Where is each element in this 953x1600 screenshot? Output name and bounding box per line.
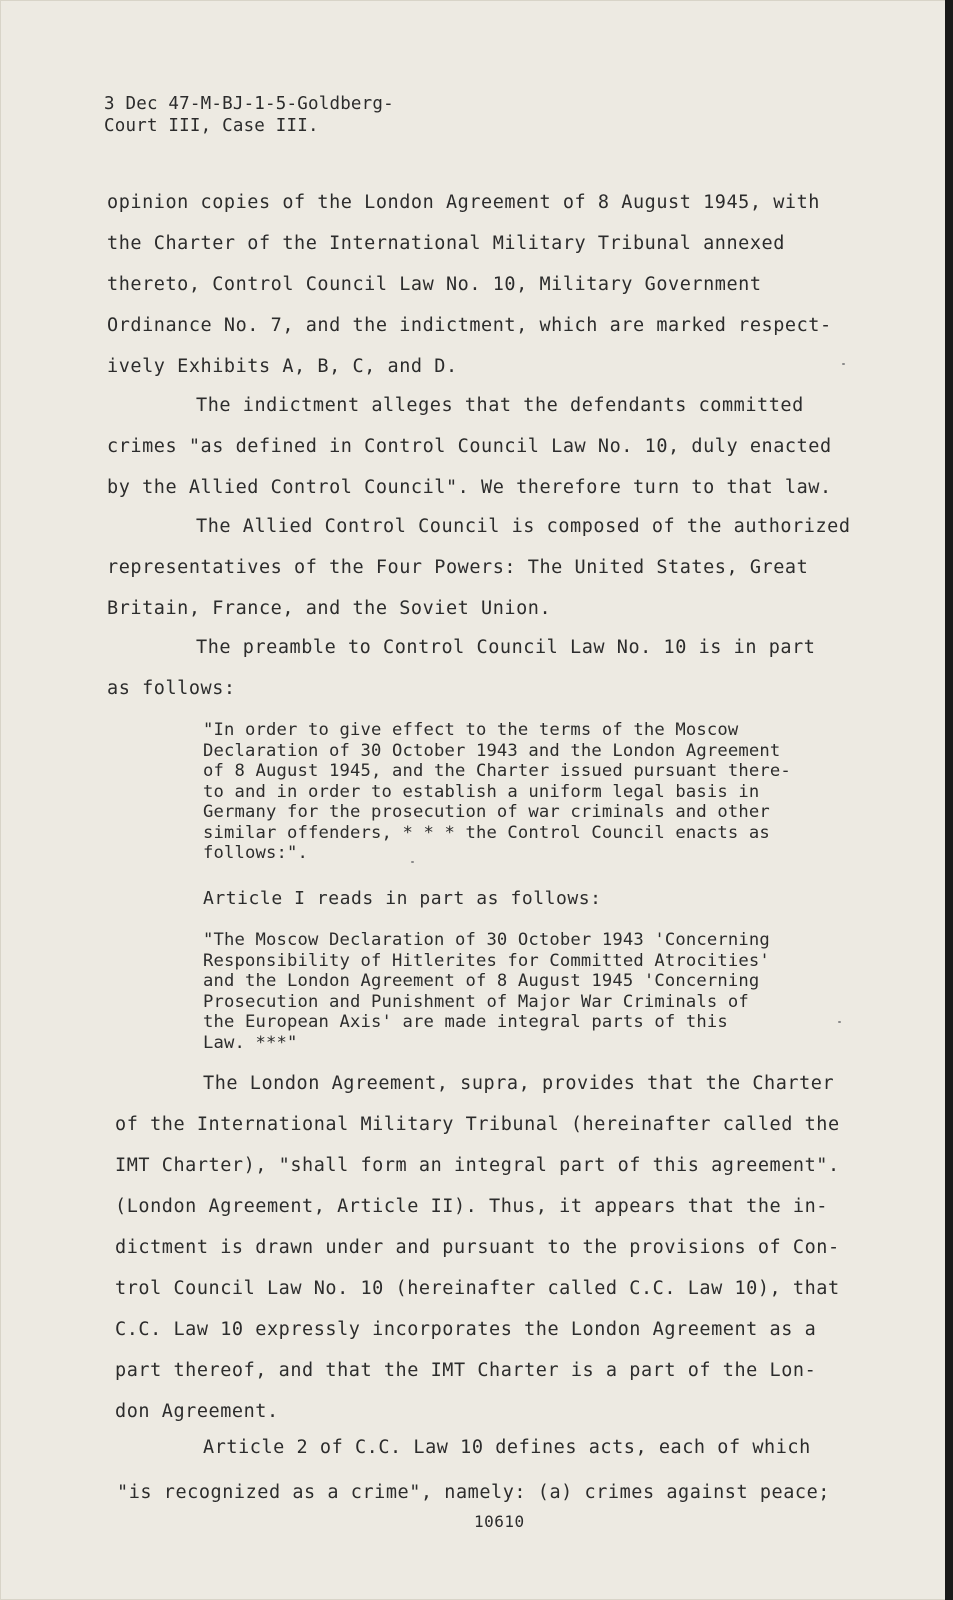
quote-line: Responsibility of Hitlerites for Committed Atrocities' [203, 950, 770, 971]
quote-line: and the London Agreement of 8 August 1945 'Concerning [203, 971, 760, 991]
page-number: 10610 [474, 1512, 525, 1531]
body-line: The London Agreement, supra, provides that the Charter [203, 1073, 835, 1094]
quote-line: "In order to give effect to the terms of the Moscow [203, 720, 739, 740]
quote-line: Germany for the prosecution of war criminals and other [203, 802, 770, 822]
quote-line: similar offenders, * * * the Control Council enacts as [203, 822, 770, 843]
body-line: ively Exhibits A, B, C, and D. [107, 356, 458, 377]
body-line: The indictment alleges that the defendants committed [196, 395, 804, 416]
header-court-line: Court III, Case III. [104, 116, 319, 136]
body-line: trol Council Law No. 10 (hereinafter called C.C. Law 10), that [115, 1278, 840, 1299]
body-line: Britain, France, and the Soviet Union. [107, 598, 552, 619]
quote-line: follows:". [203, 843, 308, 863]
body-line: dictment is drawn under and pursuant to the provisions of Con- [115, 1237, 840, 1258]
body-line: crimes "as defined in Control Council Law No. 10, duly enacted [107, 436, 832, 457]
body-line: IMT Charter), "shall form an integral part of this agreement". [115, 1155, 840, 1176]
body-line: representatives of the Four Powers: The United States, Great [107, 557, 809, 578]
quote-line: to and in order to establish a uniform legal basis in [203, 781, 760, 802]
body-line: opinion copies of the London Agreement of 8 August 1945, with [107, 192, 820, 213]
ink-speck [842, 363, 845, 365]
body-line: the Charter of the International Military Tribunal annexed [107, 233, 785, 254]
ink-speck [411, 861, 414, 863]
article-intro: Article I reads in part as follows: [203, 888, 602, 909]
body-line: Article 2 of C.C. Law 10 defines acts, each of which [203, 1437, 811, 1458]
body-line: "is recognized as a crime", namely: (a) crimes against peace; [117, 1482, 830, 1503]
block-quote-preamble [203, 720, 791, 864]
quote-line: "The Moscow Declaration of 30 October 1943 'Concerning [203, 930, 770, 950]
body-line: by the Allied Control Council". We therefore turn to that law. [107, 477, 832, 498]
body-line: as follows: [107, 678, 236, 699]
body-line: The preamble to Control Council Law No. 10 is in part [196, 637, 816, 658]
header-reference-line: 3 Dec 47-M-BJ-1-5-Goldberg- [104, 94, 394, 114]
body-line: thereto, Control Council Law No. 10, Military Government [107, 274, 762, 295]
body-line: part thereof, and that the IMT Charter is a part of the Lon- [115, 1360, 817, 1381]
quote-line: the European Axis' are made integral parts of this [203, 1012, 728, 1032]
quote-line: Law. ***" [203, 1032, 298, 1053]
body-line: don Agreement. [115, 1401, 279, 1422]
body-line: of the International Military Tribunal (hereinafter called the [115, 1114, 840, 1135]
quote-line: Prosecution and Punishment of Major War Criminals of [203, 991, 749, 1012]
quote-line: of 8 August 1945, and the Charter issued pursuant there- [203, 761, 791, 781]
document-header [104, 93, 394, 137]
block-quote-article-one [203, 930, 770, 1053]
body-line: The Allied Control Council is composed of the authorized [196, 516, 851, 537]
body-line: Ordinance No. 7, and the indictment, which are marked respect- [107, 315, 832, 336]
body-line: (London Agreement, Article II). Thus, it appears that the in- [115, 1196, 828, 1217]
quote-line: Declaration of 30 October 1943 and the London Agreement [203, 740, 781, 761]
ink-speck [838, 1021, 841, 1023]
body-line: C.C. Law 10 expressly incorporates the London Agreement as a [115, 1319, 817, 1340]
